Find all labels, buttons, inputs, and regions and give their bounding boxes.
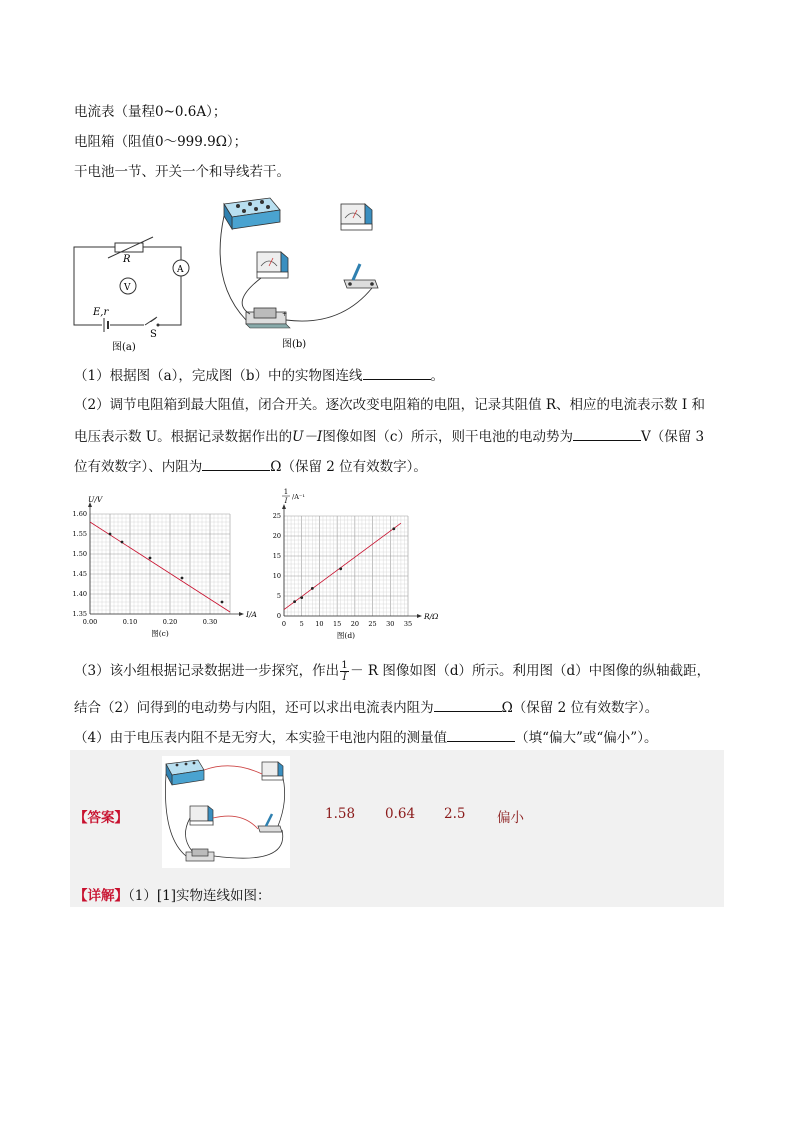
y-axis-label-num: 1: [283, 488, 289, 496]
chart-c: [62, 490, 262, 640]
label-V: V: [124, 283, 131, 293]
y-tick-label: 0: [276, 612, 281, 620]
y-tick-label: 1.55: [72, 530, 87, 538]
x-tick-label: 0.20: [162, 618, 178, 626]
q1-end: 。: [430, 368, 445, 384]
data-point: [109, 533, 112, 536]
y-tick-label: 15: [272, 552, 281, 560]
q1-answer-blank[interactable]: [363, 365, 431, 380]
caption-a: 图(a): [112, 342, 136, 352]
x-tick-label: 0.30: [202, 618, 218, 626]
figure-circuit-and-apparatus: [60, 192, 400, 352]
data-point: [149, 557, 152, 560]
data-point: [311, 587, 314, 590]
x-tick-label: 5: [299, 620, 304, 628]
y-tick-label: 5: [276, 592, 281, 600]
x-axis-arrow: [417, 614, 422, 618]
label-A: A: [177, 265, 184, 275]
y-tick-label: 1.60: [72, 510, 87, 518]
data-point: [392, 527, 395, 530]
x-tick-label: 10: [315, 620, 324, 628]
y-tick-label: 25: [272, 512, 281, 520]
q2-line3b: Ω（保留 2 位有效数字）。: [270, 459, 427, 475]
q3-line2b: Ω（保留 2 位有效数字）。: [501, 700, 659, 716]
grid: [90, 514, 230, 614]
material-ammeter: 电流表（量程0~0.6A）；: [74, 104, 227, 120]
svg-text:+: +: [282, 311, 288, 318]
chart-caption: 图(d): [336, 631, 356, 640]
q4-b: （填“偏大”或“偏小”）。: [515, 730, 658, 746]
detail-label: 【详解】: [74, 888, 128, 904]
data-point: [181, 577, 184, 580]
q2-line2: [74, 426, 704, 446]
answer-label: 【答案】: [74, 810, 128, 826]
ammeter-device: [341, 204, 372, 230]
battery-holder-device: [246, 308, 290, 328]
x-axis-label: I/A: [246, 610, 257, 619]
y-tick-label: 1.50: [72, 550, 87, 558]
y-tick-label: 10: [272, 572, 281, 580]
chart-caption: 图(c): [151, 629, 169, 638]
data-point: [293, 600, 296, 603]
data-point: [221, 601, 224, 604]
q3-line1b: － R 图像如图（d）所示。利用图（d）中图像的纵轴截距，: [350, 663, 711, 679]
label-Er: E,r: [93, 307, 109, 318]
detail-text: （1）[1]实物连线如图：: [128, 888, 271, 904]
q2-formula: U－I: [292, 429, 323, 445]
q2-resistance-blank[interactable]: [202, 456, 270, 471]
x-tick-label: 30: [386, 620, 395, 628]
circuit-diagram: [74, 237, 189, 330]
x-tick-label: 0.00: [82, 618, 98, 626]
caption-b: 图(b): [282, 339, 307, 350]
material-battery: 干电池一节、开关一个和导线若干。: [74, 164, 290, 180]
material-resistor-box: 电阻箱（阻值0～999.9Ω）；: [74, 134, 248, 150]
data-point: [121, 541, 124, 544]
answer-value-3: 2.5: [444, 806, 466, 822]
q1-text: （1）根据图（a），完成图（b）中的实物图连线: [74, 368, 363, 384]
switch-device: [344, 264, 378, 288]
q3-frac-num: 1: [341, 660, 348, 671]
x-tick-label: 25: [368, 620, 377, 628]
q3-line2: [74, 697, 658, 717]
q3-line1: [74, 660, 710, 683]
y-tick-label: 1.45: [72, 570, 87, 578]
x-tick-label: 0: [281, 620, 287, 628]
q2-line2a: 电压表示数 U。根据记录数据作出的: [74, 429, 293, 445]
q2-emf-blank[interactable]: [573, 426, 641, 441]
q4-a: （4）由于电压表内阻不是无穷大，本实验干电池内阻的测量值: [74, 730, 448, 746]
y-axis-label-den: I: [284, 497, 288, 505]
q3-line2a: 结合（2）问得到的电动势与内阻，还可以求出电流表内阻为: [74, 700, 434, 716]
answer-value-2: 0.64: [385, 806, 416, 822]
answer-value-1: 1.58: [325, 806, 356, 822]
x-axis-arrow: [239, 612, 244, 616]
fit-line: [90, 522, 230, 612]
question-4: [74, 727, 657, 747]
grid: [284, 516, 408, 616]
x-tick-label: 15: [333, 620, 342, 628]
y-axis-label: U/V: [88, 495, 103, 504]
q2-line3: [74, 456, 427, 476]
x-axis-label: R/Ω: [424, 612, 439, 621]
y-axis-label-unit: /A⁻¹: [292, 493, 305, 501]
detail-line: [74, 884, 270, 904]
label-S: S: [150, 329, 157, 340]
q3-frac-den: I: [342, 672, 347, 683]
question-1: [74, 365, 444, 385]
x-tick-label: 20: [350, 620, 359, 628]
answer-wiring-figure: [162, 756, 290, 868]
q4-answer-blank[interactable]: [447, 727, 515, 742]
existing-wires: [220, 216, 372, 321]
y-tick-label: 1.40: [72, 590, 87, 598]
x-tick-label: 35: [403, 620, 413, 628]
q3-fraction: [340, 660, 349, 683]
answer-value-4: 偏小: [497, 810, 524, 826]
label-R: R: [123, 254, 131, 265]
data-point: [300, 596, 303, 599]
x-tick-label: 0.10: [122, 618, 138, 626]
chart-d: [262, 488, 452, 640]
q3-line1a: （3）该小组根据记录数据进一步探究，作出: [74, 663, 340, 679]
y-tick-label: 20: [272, 532, 281, 540]
y-tick-label: 1.35: [72, 610, 87, 618]
voltmeter-device: [257, 252, 288, 278]
data-point: [339, 567, 342, 570]
q2-line2c: V（保留 3: [640, 429, 705, 445]
q2-line2b: 图像如图（c）所示，则干电池的电动势为: [322, 429, 573, 445]
resistor-box-device: [224, 198, 280, 229]
q2-line3a: 位有效数字）、内阻为: [74, 459, 203, 475]
q2-line1: （2）调节电阻箱到最大阻值，闭合开关。逐次改变电阻箱的电阻，记录其阻值 R、相应的电流表示数 I 和: [74, 397, 705, 413]
q3-answer-blank[interactable]: [434, 697, 502, 712]
